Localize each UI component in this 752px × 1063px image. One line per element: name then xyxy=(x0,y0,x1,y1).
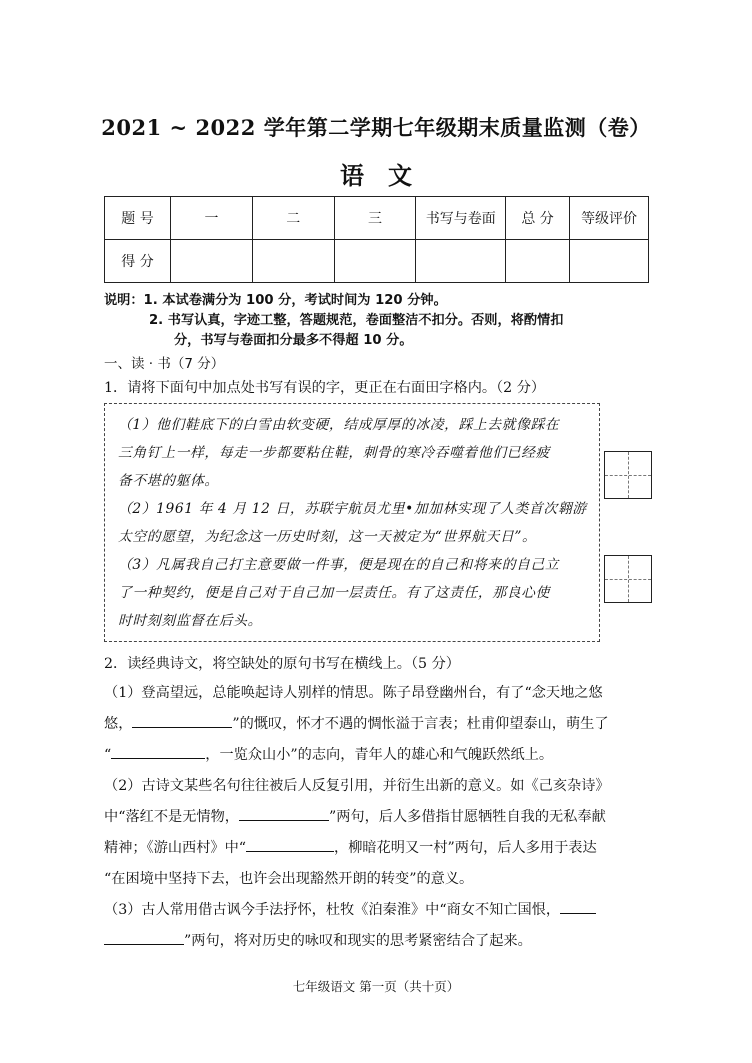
instructions-line-1: 说明：1. 本试卷满分为 100 分，考试时间为 120 分钟。 xyxy=(104,293,447,308)
score-table-header-row xyxy=(105,197,649,240)
q2-part3-line2: ”两句，将对历史的咏叹和现实的思考紧密结合了起来。 xyxy=(104,930,532,950)
answer-grid-box[interactable] xyxy=(604,555,652,603)
question-1-passage-box xyxy=(104,403,600,642)
fill-blank[interactable] xyxy=(104,930,184,945)
score-cell: 等级评价 xyxy=(570,197,649,240)
passage-line: 时时刻刻监督在后头。 xyxy=(118,613,262,629)
score-input-cell[interactable] xyxy=(416,240,506,283)
score-input-cell[interactable] xyxy=(506,240,570,283)
page-footer: 七年级语文 第一页（共十页） xyxy=(292,979,460,994)
fill-blank[interactable] xyxy=(239,806,329,821)
fill-blank[interactable] xyxy=(132,713,232,728)
score-input-cell[interactable] xyxy=(252,240,334,283)
fill-blank[interactable] xyxy=(246,837,334,852)
score-input-cell[interactable] xyxy=(570,240,649,283)
question-2: 2．读经典诗文，将空缺处的原句书写在横线上。（5 分） xyxy=(104,656,460,672)
score-input-cell[interactable] xyxy=(334,240,416,283)
score-cell: 二 xyxy=(252,197,334,240)
instructions-line-2: 2. 书写认真，字迹工整，答题规范，卷面整洁不扣分。否则，将酌情扣 xyxy=(149,313,564,328)
q2-part2-line4: “在困境中坚持下去，也许会出现豁然开朗的转变”的意义。 xyxy=(104,871,474,887)
score-table-score-row xyxy=(105,240,649,283)
q2-part2-line2: 中“落红不是无情物， ”两句，后人多借指甘愿牺牲自我的无私奉献 xyxy=(104,806,606,826)
q2-part1-line3: “ ，一览众山小”的志向，青年人的雄心和气魄跃然纸上。 xyxy=(104,744,553,764)
passage-line: 太空的愿望，为纪念这一历史时刻，这一天被定为“世界航天日”。 xyxy=(118,529,537,545)
passage-line: （2）1961 年 4 月 12 日，苏联宇航员尤里•加加林实现了人类首次翱游 xyxy=(118,501,587,517)
instructions-line-3: 分，书写与卷面扣分最多不得超 10 分。 xyxy=(174,333,413,348)
score-cell: 一 xyxy=(171,197,253,240)
passage-line: （1）他们鞋底下的白雪由软变硬，结成厚厚的冰凌，踩上去就像踩在 xyxy=(118,417,560,433)
passage-line: 了一种契约，便是自己对于自己加一层责任。有了这责任，那良心使 xyxy=(118,585,550,601)
score-cell: 总 分 xyxy=(506,197,570,240)
subject-title: 语文 xyxy=(340,161,436,190)
q2-part3-line1: （3）古人常用借古讽今手法抒怀，杜牧《泊秦淮》中“商女不知亡国恨， xyxy=(104,899,596,919)
fill-blank[interactable] xyxy=(560,899,596,914)
score-input-cell[interactable] xyxy=(171,240,253,283)
answer-grid-box[interactable] xyxy=(604,451,652,499)
q2-part1-line2: 悠， ”的慨叹，怀才不遇的惆怅溢于言表；杜甫仰望泰山，萌生了 xyxy=(104,713,609,733)
q2-part2-line1: （2）古诗文某些名句往往被后人反复引用，并衍生出新的意义。如《己亥杂诗》 xyxy=(104,778,610,794)
passage-line: 三角钉上一样，每走一步都要粘住鞋，刺骨的寒冷吞噬着他们已经疲 xyxy=(118,445,550,461)
fill-blank[interactable] xyxy=(111,744,205,759)
score-cell: 三 xyxy=(334,197,416,240)
q2-part2-line3: 精神；《游山西村》中“ ，柳暗花明又一村”两句，后人多用于表达 xyxy=(104,837,597,857)
score-label-cell: 得 分 xyxy=(105,240,171,283)
score-cell: 题 号 xyxy=(105,197,171,240)
passage-line: （3）凡属我自己打主意要做一件事，便是现在的自己和将来的自己立 xyxy=(118,557,560,573)
q2-part1-line1: （1）登高望远，总能唤起诗人别样的情思。陈子昂登幽州台，有了“念天地之悠 xyxy=(104,685,603,701)
score-table xyxy=(104,196,649,283)
section-heading: 一、读 · 书（7 分） xyxy=(104,356,225,372)
score-cell: 书写与卷面 xyxy=(416,197,506,240)
question-1: 1．请将下面句中加点处书写有误的字，更正在右面田字格内。（2 分） xyxy=(104,380,546,396)
passage-line: 备不堪的躯体。 xyxy=(118,473,219,489)
exam-title: 2021 ~ 2022 学年第二学期七年级期末质量监测（卷） xyxy=(101,115,651,140)
